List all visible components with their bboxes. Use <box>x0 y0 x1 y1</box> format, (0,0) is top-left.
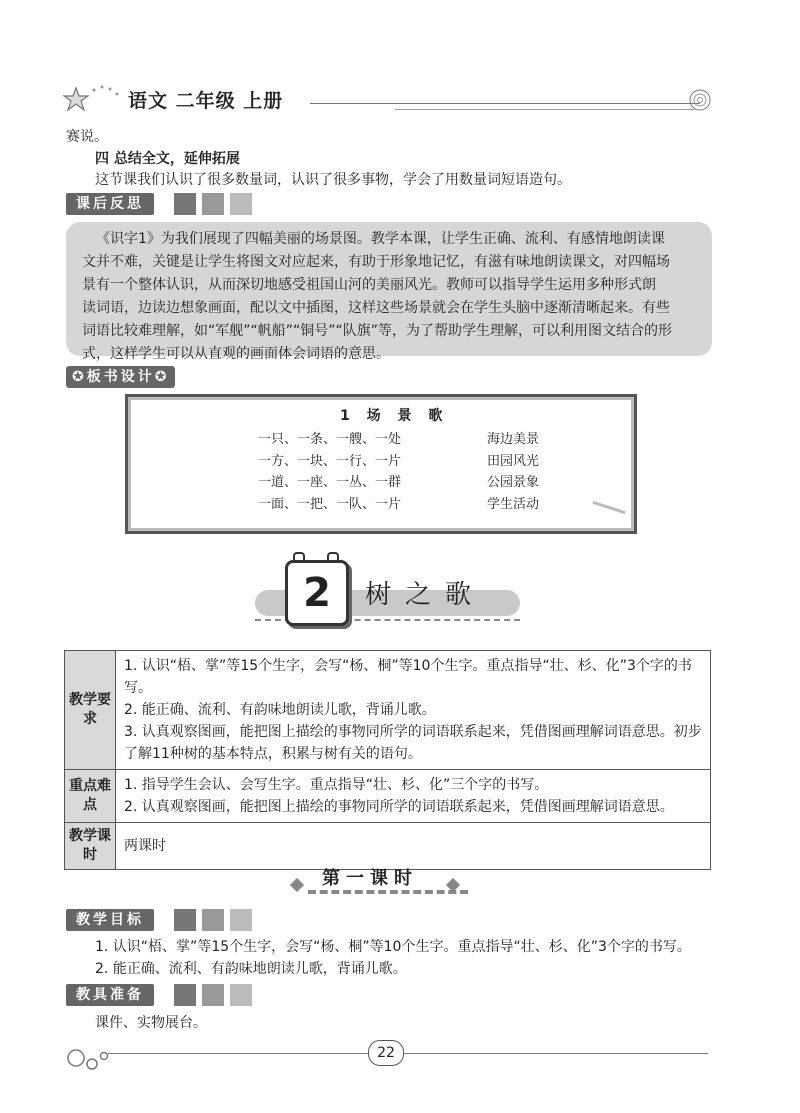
board-row-right: 公园景象 <box>487 475 540 490</box>
star-icon <box>62 82 122 114</box>
board-tag-label: 板书设计 <box>86 369 155 385</box>
board-row-right: 学生活动 <box>487 497 540 512</box>
tag-square <box>174 984 196 1006</box>
requirements-table <box>64 650 711 870</box>
goal-item: 3. 认真观察图画，能把图上描绘的事物同所学的词语联系起来，凭借图画理解词语意思。初步了解11种树的基本特点，积累与树有关的语句。 <box>124 724 702 762</box>
key-item: 2. 认真观察图画，能把图上描绘的事物同所学的词语联系起来，凭借图画理解词语意思。 <box>124 799 674 815</box>
table-row <box>65 770 711 823</box>
section-heading: 四 总结全文，延伸拓展 <box>95 151 240 167</box>
reflection-line: 景有一个整体认识，从而深切地感受祖国山河的美丽风光。教师可以指导学生运用多种形式朗 <box>82 277 656 293</box>
reflection-panel <box>66 222 712 362</box>
goal-item: 2. 能正确、流利、有韵味地朗读儿歌，背诵儿歌。 <box>124 702 436 718</box>
tag-square <box>202 909 224 931</box>
header-rule <box>310 103 700 104</box>
star-outline-icon: ✪ <box>154 369 170 385</box>
footer-rule <box>108 1053 708 1054</box>
star-outline-icon: ✪ <box>72 369 87 385</box>
diamond-icon <box>290 878 304 892</box>
bubbles-icon <box>66 1044 114 1078</box>
reflection-line: 读词语，边读边想象画面，配以文中插图，这样这些场景就会在学生头脑中逐渐清晰起来。有些 <box>82 300 670 316</box>
goal-label: 教学要求 <box>65 651 116 770</box>
goal-item: 1. 认识“梧、掌”等15个生字，会写“杨、桐”等10个生字。重点指导“壮、杉、化”3个字的书写。 <box>124 658 692 696</box>
reflection-line: 《识字1》为我们展现了四幅美丽的场景图。教学本课，让学生正确、流利、有感情地朗读课 <box>96 231 665 247</box>
hours-label: 教学课时 <box>65 823 116 870</box>
keys-cell <box>116 770 711 823</box>
materials-tag: 教具准备 <box>66 984 154 1006</box>
board-row-left: 一道、一座、一丛、一群 <box>258 475 402 490</box>
board-tag <box>66 366 175 388</box>
spiral-icon <box>688 88 712 116</box>
objectives-tag: 教学目标 <box>66 909 154 931</box>
tag-square <box>230 984 252 1006</box>
header-rule-secondary <box>395 109 695 110</box>
board-row-right: 海边美景 <box>487 432 540 447</box>
objective-item: 2. 能正确、流利、有韵味地朗读儿歌，背诵儿歌。 <box>95 961 407 977</box>
tag-square <box>230 193 252 215</box>
key-item: 1. 指导学生会认、会写生字。重点指导“壮、杉、化”三个字的书写。 <box>124 777 549 793</box>
tag-square <box>230 909 252 931</box>
continued-text: 赛说。 <box>66 129 108 145</box>
board-row-left: 一面、一把、一队、一片 <box>258 497 402 512</box>
goals-cell <box>116 651 711 770</box>
lesson-title: 树之歌 <box>365 580 486 610</box>
board-row-left: 一只、一条、一艘、一处 <box>258 432 402 447</box>
header-title: 语文 二年级 上册 <box>128 90 284 112</box>
reflection-tag: 课后反思 <box>66 193 154 215</box>
period-title: 第一课时 <box>322 868 418 889</box>
tag-square <box>174 193 196 215</box>
board-title: 1 场 景 歌 <box>340 408 449 424</box>
key-label: 重点难点 <box>65 770 116 823</box>
period-rule <box>308 890 468 894</box>
tag-square <box>174 909 196 931</box>
tag-square <box>202 984 224 1006</box>
reflection-line: 文并不难，关键是让学生将图文对应起来，有助于形象地记忆，有滋有味地朗读课文，对四幅场 <box>82 254 670 270</box>
reflection-line: 词语比较难理解，如“军舰”“帆船”“铜号”“队旗”等，为了帮助学生理解，可以利用图文结合的形 <box>82 323 673 339</box>
tag-square <box>202 193 224 215</box>
reflection-line: 式，这样学生可以从直观的画面体会词语的意思。 <box>82 346 390 362</box>
materials-text: 课件、实物展台。 <box>95 1015 207 1031</box>
hours-value: 两课时 <box>116 823 711 870</box>
board-row-right: 田园风光 <box>487 454 540 469</box>
header-decoration <box>62 82 122 118</box>
table-row <box>65 823 711 870</box>
objective-item: 1. 认识“梧、掌”等15个生字，会写“杨、桐”等10个生字。重点指导“壮、杉、化”3个字的书写。 <box>95 939 691 955</box>
page-number: 22 <box>368 1040 404 1066</box>
table-row <box>65 651 711 770</box>
lesson-number: 2 <box>285 560 349 626</box>
section-text: 这节课我们认识了很多数量词，认识了很多事物，学会了用数量词短语造句。 <box>95 172 571 188</box>
board-row-left: 一方、一块、一行、一片 <box>258 454 402 469</box>
